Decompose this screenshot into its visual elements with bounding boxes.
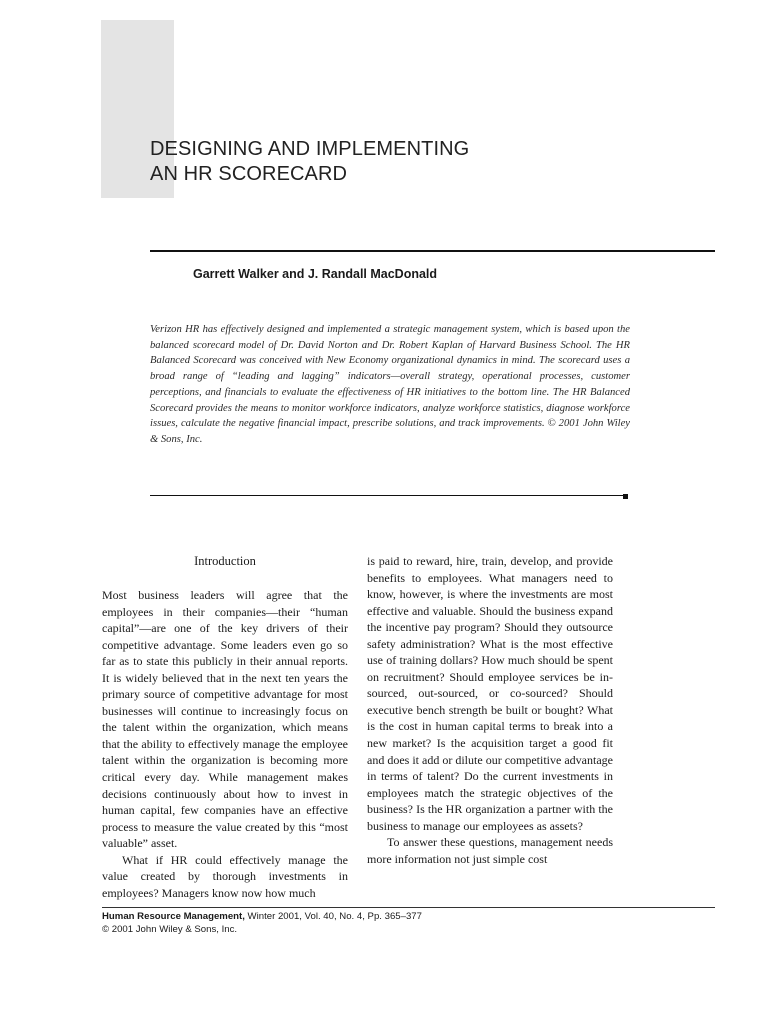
journal-name: Human Resource Management, [102, 911, 245, 922]
abstract-divider [150, 495, 625, 496]
paragraph: To answer these questions, management needs more information not just simple cost [367, 835, 613, 866]
abstract-divider-endcap [623, 494, 628, 499]
title-divider [150, 250, 715, 252]
citation-details: Winter 2001, Vol. 40, No. 4, Pp. 365–377 [244, 911, 422, 922]
paragraph: What if HR could effectively manage the value created by thorough investments in employees? Managers know now how much [102, 852, 348, 900]
title-line-1: DESIGNING AND IMPLEMENTING [150, 138, 470, 160]
footer-copyright: © 2001 John Wiley & Sons, Inc. [102, 923, 238, 935]
article-abstract: Verizon HR has effectively designed and implemented a strategic management system, which is based upon the balanced scorecard model of Dr. David Norton and Dr. Robert Kaplan of Harvard Business School. The HR Balanced Scorecard was conceived with New Economy organizational dynamics in mind. The scorecard uses a broad range of “leading and lagging” indicators—overall strategy, operational processes, customer perceptions, and financials to evaluate the effectiveness of HR initiatives to the bottom line. The HR Balanced Scorecard provides the means to monitor workforce indicators, analyze workforce statistics, diagnose workforce issues, calculate the negative financial impact, prescribe solutions, and track improvements. © 2001 John Wiley & Sons, Inc. [150, 324, 630, 445]
footer-divider [102, 907, 715, 908]
article-authors: Garrett Walker and J. Randall MacDonald [193, 267, 438, 281]
journal-citation [102, 911, 422, 924]
paragraph: is paid to reward, hire, train, develop, and provide benefits to employees. What managers need to know, however, is where the investments are most effective and valuable. Should the business expand the incentive pay program? Should they outsource safety administration? What is the most effective use of training dollars? How much should be spent on recruitment? Should employee services be in-sourced, out-sourced, or co-sourced? Should executive bench strength be built or bought? What is the cost in human capital terms to break into a new market? Is the acquisition target a good fit and does it add or dilute our competitive advantage in terms of talent? Do the current investments in employees match the strategic objectives of the business? Is the HR organization a partner with the business to manage our employees as assets? [367, 554, 613, 833]
section-heading: Introduction [194, 554, 256, 568]
page-footer [102, 911, 422, 936]
body-column-left [102, 553, 348, 901]
body-column-right [367, 553, 613, 867]
title-line-2: AN HR SCORECARD [150, 163, 348, 185]
article-title [150, 137, 469, 187]
paragraph: Most business leaders will agree that the employees in their companies—their “human capital”—are one of the key drivers of their competitive advantage. Some leaders even go so far as to state this publicly in their annual reports. It is widely believed that in the next ten years the primary source of competitive advantage for most businesses will continue to increasingly focus on the talent within the organization, which means that the ability to effectively manage the employee talent within the organization is becoming more critical every day. While management makes decisions continuously about how to invest in human capital, few companies have an effective process to measure the value created by this “most valuable” asset. [102, 588, 348, 851]
